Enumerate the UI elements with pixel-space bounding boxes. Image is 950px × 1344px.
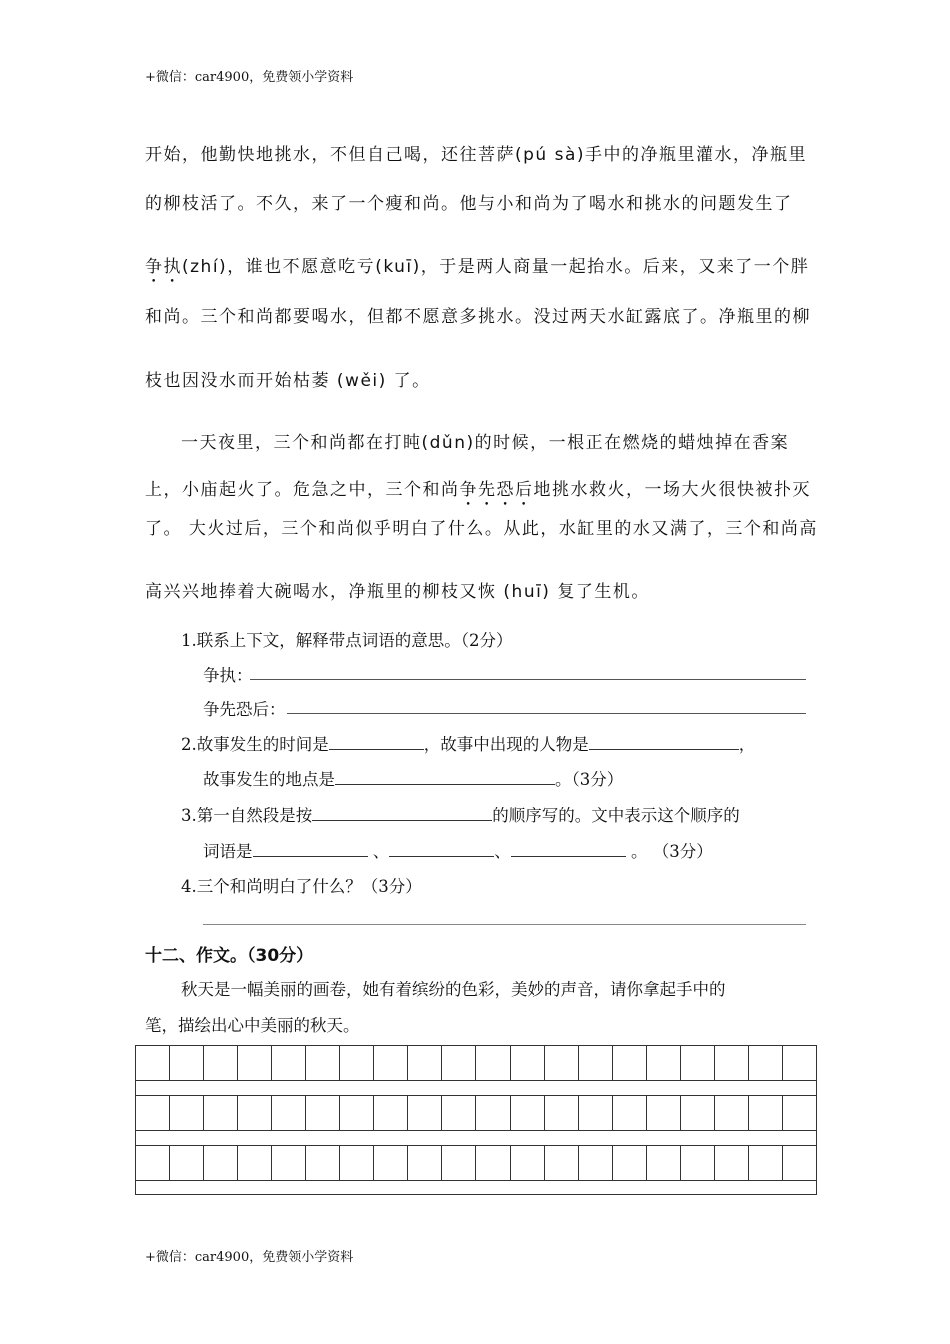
story-line-2: 的柳枝活了。不久，来了一个瘦和尚。他与小和尚为了喝水和挑水的问题发生了: [145, 194, 793, 214]
story-line-5: [145, 366, 431, 391]
dotted-word: 争执: [145, 257, 182, 277]
watermark-bottom: +微信：car4900，免费领小学资料: [145, 1250, 354, 1265]
grid-row[interactable]: [136, 1146, 816, 1181]
story-text: ，谁也不愿意吃亏: [227, 257, 376, 277]
story-text: 上，小庙起火了。危急之中，三个和尚: [145, 480, 460, 500]
q3-text: 词语是: [203, 842, 253, 861]
story-text: 手中的净瓶里灌水，净瓶里: [585, 145, 808, 165]
q1-label-a: 争执：: [203, 666, 253, 685]
dotted-word: 争先恐后: [459, 480, 534, 500]
story-text: 枝也因没水而开始枯萎: [145, 371, 330, 391]
story-para2-line-1: [181, 428, 789, 453]
composition-title: 十二、作文。（30分）: [145, 946, 314, 966]
q3-text: 3.第一自然段是按: [181, 806, 313, 825]
pinyin: (zhí): [182, 257, 228, 277]
answer-blank[interactable]: [329, 733, 424, 750]
story-line-1: [145, 140, 807, 165]
grid-row[interactable]: [136, 1096, 816, 1131]
q2-text: ，故事中出现的人物是: [423, 735, 589, 754]
q2-text: 2.故事发生的时间是: [181, 735, 329, 754]
q2-text: 故事发生的地点是: [203, 770, 335, 789]
pinyin: (pú sà): [515, 145, 586, 165]
q2-text: 。（3分）: [555, 770, 624, 789]
answer-blank[interactable]: [312, 804, 492, 821]
question-2-cont: [203, 766, 623, 790]
story-text: 一天夜里，三个和尚都在打盹: [181, 433, 422, 453]
pinyin: (wěi): [336, 371, 387, 391]
grid-gap: [136, 1131, 816, 1146]
q3-text: 。 （3分）: [631, 842, 713, 861]
answer-blank[interactable]: [511, 840, 626, 857]
question-3-cont: [203, 838, 713, 862]
grid-gap: [136, 1081, 816, 1096]
answer-blank[interactable]: [589, 733, 739, 750]
story-text: 了。: [393, 371, 431, 391]
story-para2-line-3: 了。 大火过后，三个和尚似乎明白了什么。从此，水缸里的水又满了，三个和尚高: [145, 519, 818, 539]
q3-sep: 、: [494, 842, 511, 861]
answer-blank[interactable]: [389, 840, 494, 857]
answer-line[interactable]: [203, 924, 806, 925]
story-para2-line-4: [145, 577, 650, 602]
story-text: 的时候，一根正在燃烧的蜡烛掉在香案: [474, 433, 790, 453]
q1-label-b: 争先恐后：: [203, 700, 286, 719]
story-line-3: [145, 252, 809, 287]
q2-text: ，: [738, 735, 756, 754]
story-text: 复了生机。: [557, 582, 650, 602]
story-text: ，于是两人商量一起抬水。后来，又来了一个胖: [420, 257, 810, 277]
pinyin: (dǔn): [421, 433, 475, 453]
q3-sep: 、: [372, 842, 390, 861]
question-2: [181, 731, 755, 755]
story-para2-line-2: [145, 475, 811, 510]
story-line-4: 和尚。三个和尚都要喝水，但都不愿意多挑水。没过两天水缸露底了。净瓶里的柳: [145, 307, 811, 327]
pinyin: (huī): [503, 582, 551, 602]
story-text: 高兴兴地捧着大碗喝水，净瓶里的柳枝又恢: [145, 582, 497, 602]
writing-grid[interactable]: [135, 1045, 817, 1195]
story-text: 开始，他勤快地挑水，不但自己喝，还往菩萨: [145, 145, 515, 165]
question-1: 1.联系上下文，解释带点词语的意思。（2分）: [181, 631, 513, 650]
answer-blank[interactable]: [335, 768, 555, 785]
q3-text: 的顺序写的。文中表示这个顺序的: [492, 806, 740, 825]
composition-prompt-1: 秋天是一幅美丽的画卷，她有着缤纷的色彩，美妙的声音，请你拿起手中的: [181, 980, 726, 999]
answer-blank[interactable]: [253, 840, 368, 857]
composition-prompt-2: 笔，描绘出心中美丽的秋天。: [145, 1016, 360, 1035]
grid-row[interactable]: [136, 1046, 816, 1081]
watermark-top: +微信：car4900，免费领小学资料: [145, 70, 354, 85]
pinyin: (kuī): [375, 257, 421, 277]
question-4: 4.三个和尚明白了什么？（3分）: [181, 877, 422, 896]
question-3: [181, 802, 740, 826]
answer-line[interactable]: [250, 679, 806, 680]
answer-line[interactable]: [287, 713, 806, 714]
story-text: 地挑水救火，一场大火很快被扑灭: [533, 480, 811, 500]
